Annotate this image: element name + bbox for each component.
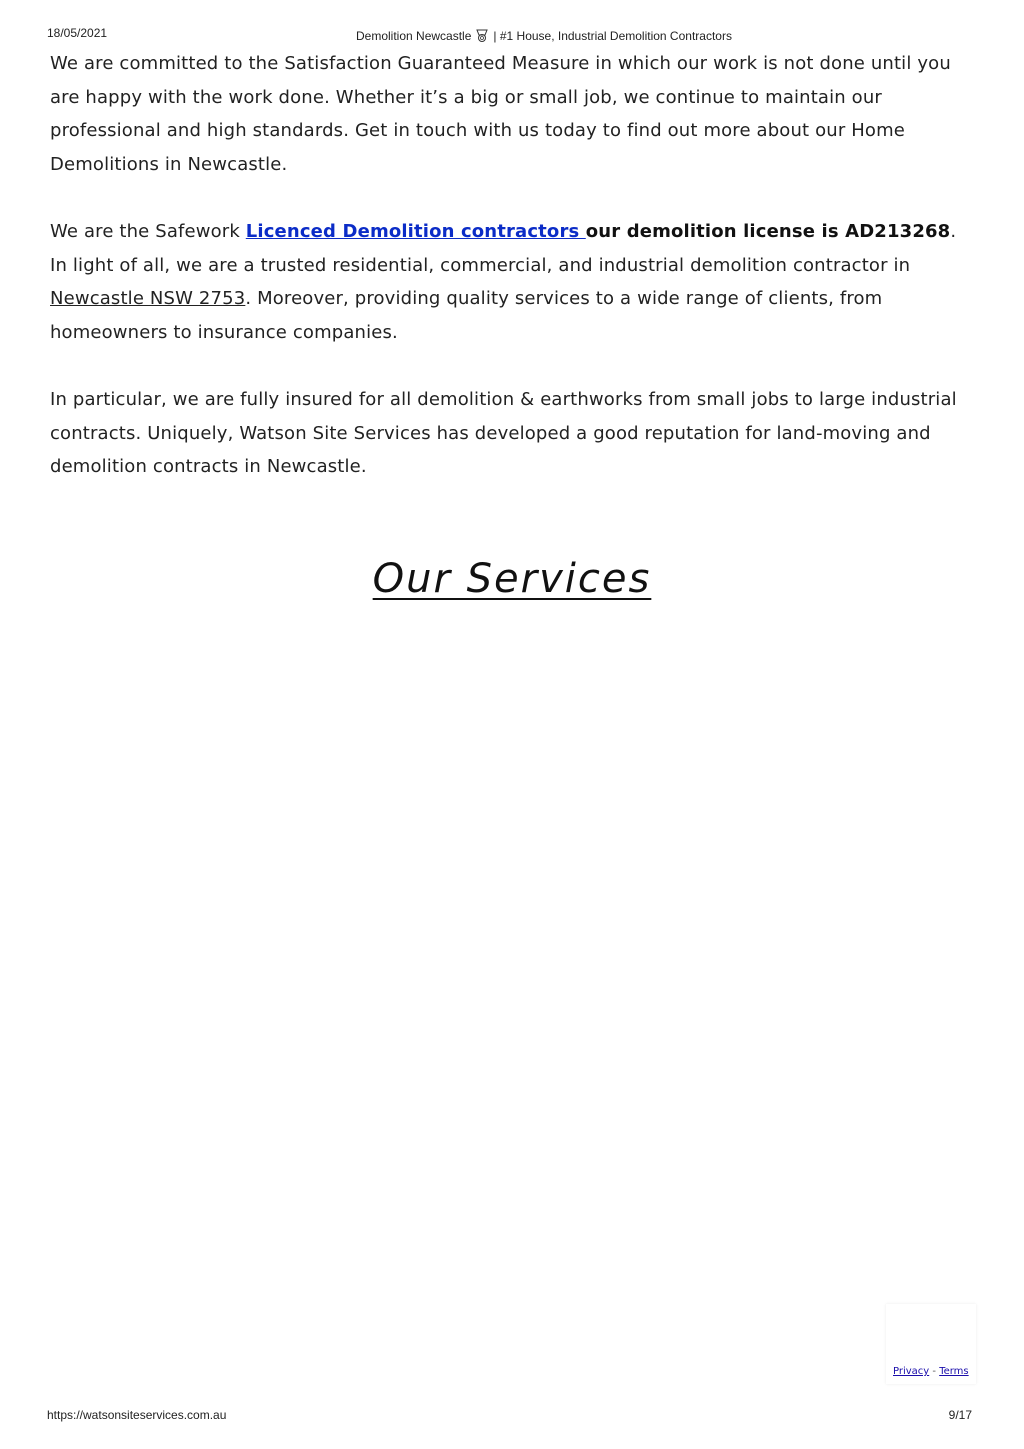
medal-icon <box>475 29 489 43</box>
licenced-contractors-link[interactable]: Licenced Demolition contractors <box>245 220 586 242</box>
article-content <box>50 47 970 484</box>
page-number: 9/17 <box>948 1408 972 1422</box>
licence-intro: We are the Safework <box>50 220 246 242</box>
title-prefix: Demolition Newcastle <box>356 29 472 43</box>
licence-period: . <box>950 220 957 242</box>
privacy-link[interactable]: Privacy <box>893 1366 930 1377</box>
recaptcha-links <box>893 1366 969 1377</box>
terms-link[interactable]: Terms <box>939 1366 969 1377</box>
newcastle-location-link[interactable]: Newcastle NSW 2753 <box>50 288 246 310</box>
license-number: our demolition license is AD213268 <box>585 220 951 242</box>
services-heading-text: Our Services <box>372 556 652 602</box>
licence-trusted-text: In light of all, we are a trusted residential, commercial, and industrial demolition contractor in <box>50 254 911 276</box>
print-page-title <box>356 29 732 43</box>
print-date: 18/05/2021 <box>47 26 108 40</box>
title-suffix: | #1 House, Industrial Demolition Contractors <box>493 29 732 43</box>
services-heading <box>0 556 1024 602</box>
paragraph-satisfaction: We are committed to the Satisfaction Guaranteed Measure in which our work is not done until you are happy with the work done. Whether it’s a big or small job, we continue to maintain our professional and high standards. Get in touch with us today to find out more about our Home Demolitions in Newcastle. <box>50 53 951 175</box>
paragraph-licence <box>50 215 970 349</box>
paragraph-insurance: In particular, we are fully insured for all demolition & earthworks from small jobs to large industrial contracts. Uniquely, Watson Site Services has developed a good reputation for land-moving and demolition contracts in Newcastle. <box>50 388 957 478</box>
print-footer-url: https://watsonsiteservices.com.au <box>47 1408 227 1422</box>
licence-rest: . Moreover, providing quality services to a wide range of clients, from homeowners to insurance companies. <box>50 288 883 343</box>
link-separator: - <box>929 1366 940 1377</box>
